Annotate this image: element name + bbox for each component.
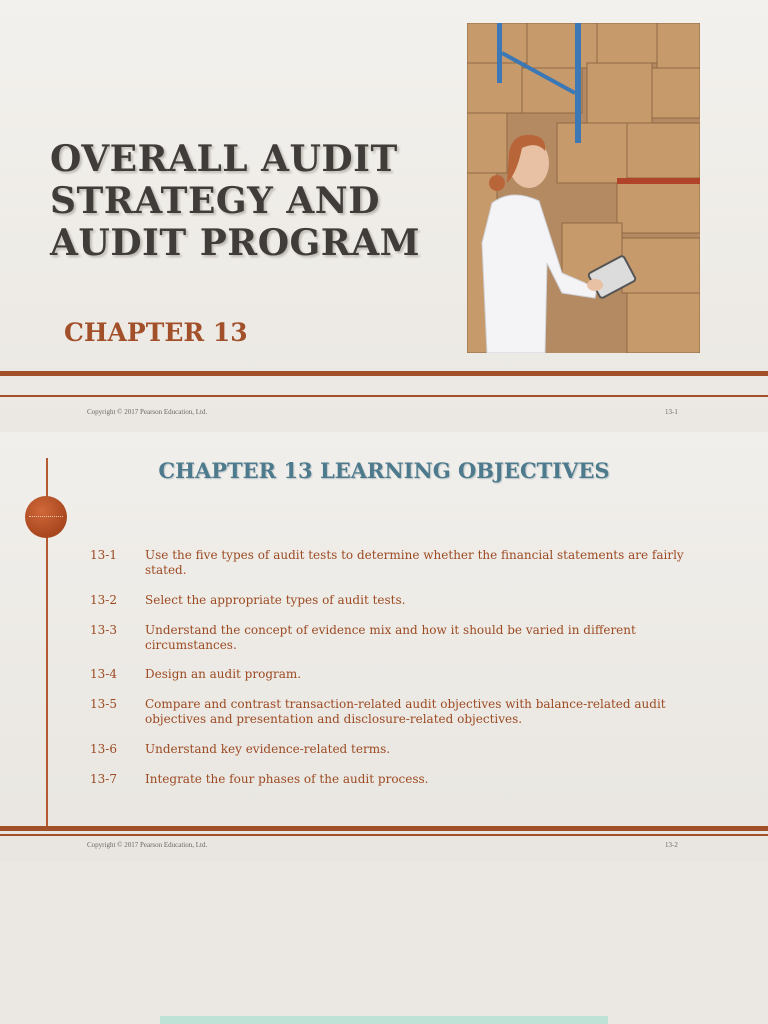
list-item bbox=[90, 697, 690, 727]
objective-number: 13-4 bbox=[90, 667, 117, 681]
objective-number: 13-1 bbox=[90, 548, 117, 562]
divider-rule bbox=[0, 395, 768, 397]
title-line: OVERALL AUDIT bbox=[50, 138, 398, 180]
decorative-circle-icon bbox=[25, 496, 67, 538]
divider-rule bbox=[0, 834, 768, 836]
page-background bbox=[0, 862, 768, 1024]
footer-page-number: 13-2 bbox=[665, 841, 678, 849]
objective-text: Use the five types of audit tests to determine whether the financial statements are fairly stated. bbox=[145, 548, 684, 577]
list-item bbox=[90, 667, 690, 682]
footer-copyright: Copyright © 2017 Pearson Education, Ltd. bbox=[87, 408, 208, 416]
list-item bbox=[90, 623, 690, 653]
slide-title bbox=[50, 138, 420, 264]
list-item bbox=[90, 593, 690, 608]
objective-number: 13-3 bbox=[90, 623, 117, 637]
list-item bbox=[90, 772, 690, 787]
learning-objectives-title: CHAPTER 13 LEARNING OBJECTIVES bbox=[158, 458, 610, 483]
objective-text: Select the appropriate types of audit tests. bbox=[145, 593, 406, 607]
chapter-label: CHAPTER 13 bbox=[64, 318, 248, 347]
footer-copyright: Copyright © 2017 Pearson Education, Ltd. bbox=[87, 841, 208, 849]
next-slide-edge bbox=[160, 1016, 608, 1024]
objective-text: Understand key evidence-related terms. bbox=[145, 742, 391, 756]
warehouse-photo-illustration bbox=[467, 23, 700, 353]
footer-page-number: 13-1 bbox=[665, 408, 678, 416]
objective-number: 13-5 bbox=[90, 697, 117, 711]
objective-text: Design an audit program. bbox=[145, 667, 302, 681]
warehouse-photo bbox=[467, 23, 700, 353]
list-item bbox=[90, 742, 690, 757]
objective-number: 13-2 bbox=[90, 593, 117, 607]
objective-text: Integrate the four phases of the audit process. bbox=[145, 772, 429, 786]
title-line: AUDIT PROGRAM bbox=[50, 222, 420, 264]
divider-rule bbox=[0, 826, 768, 831]
title-line: STRATEGY AND bbox=[50, 180, 380, 222]
objective-text: Compare and contrast transaction-related audit objectives with balance-related audit objectives and presentation and disclosure-related objectives. bbox=[145, 697, 666, 726]
objective-number: 13-7 bbox=[90, 772, 117, 786]
objective-text: Understand the concept of evidence mix and how it should be varied in different circumstances. bbox=[145, 623, 636, 652]
list-item bbox=[90, 548, 690, 578]
divider-rule bbox=[0, 371, 768, 376]
objective-number: 13-6 bbox=[90, 742, 117, 756]
